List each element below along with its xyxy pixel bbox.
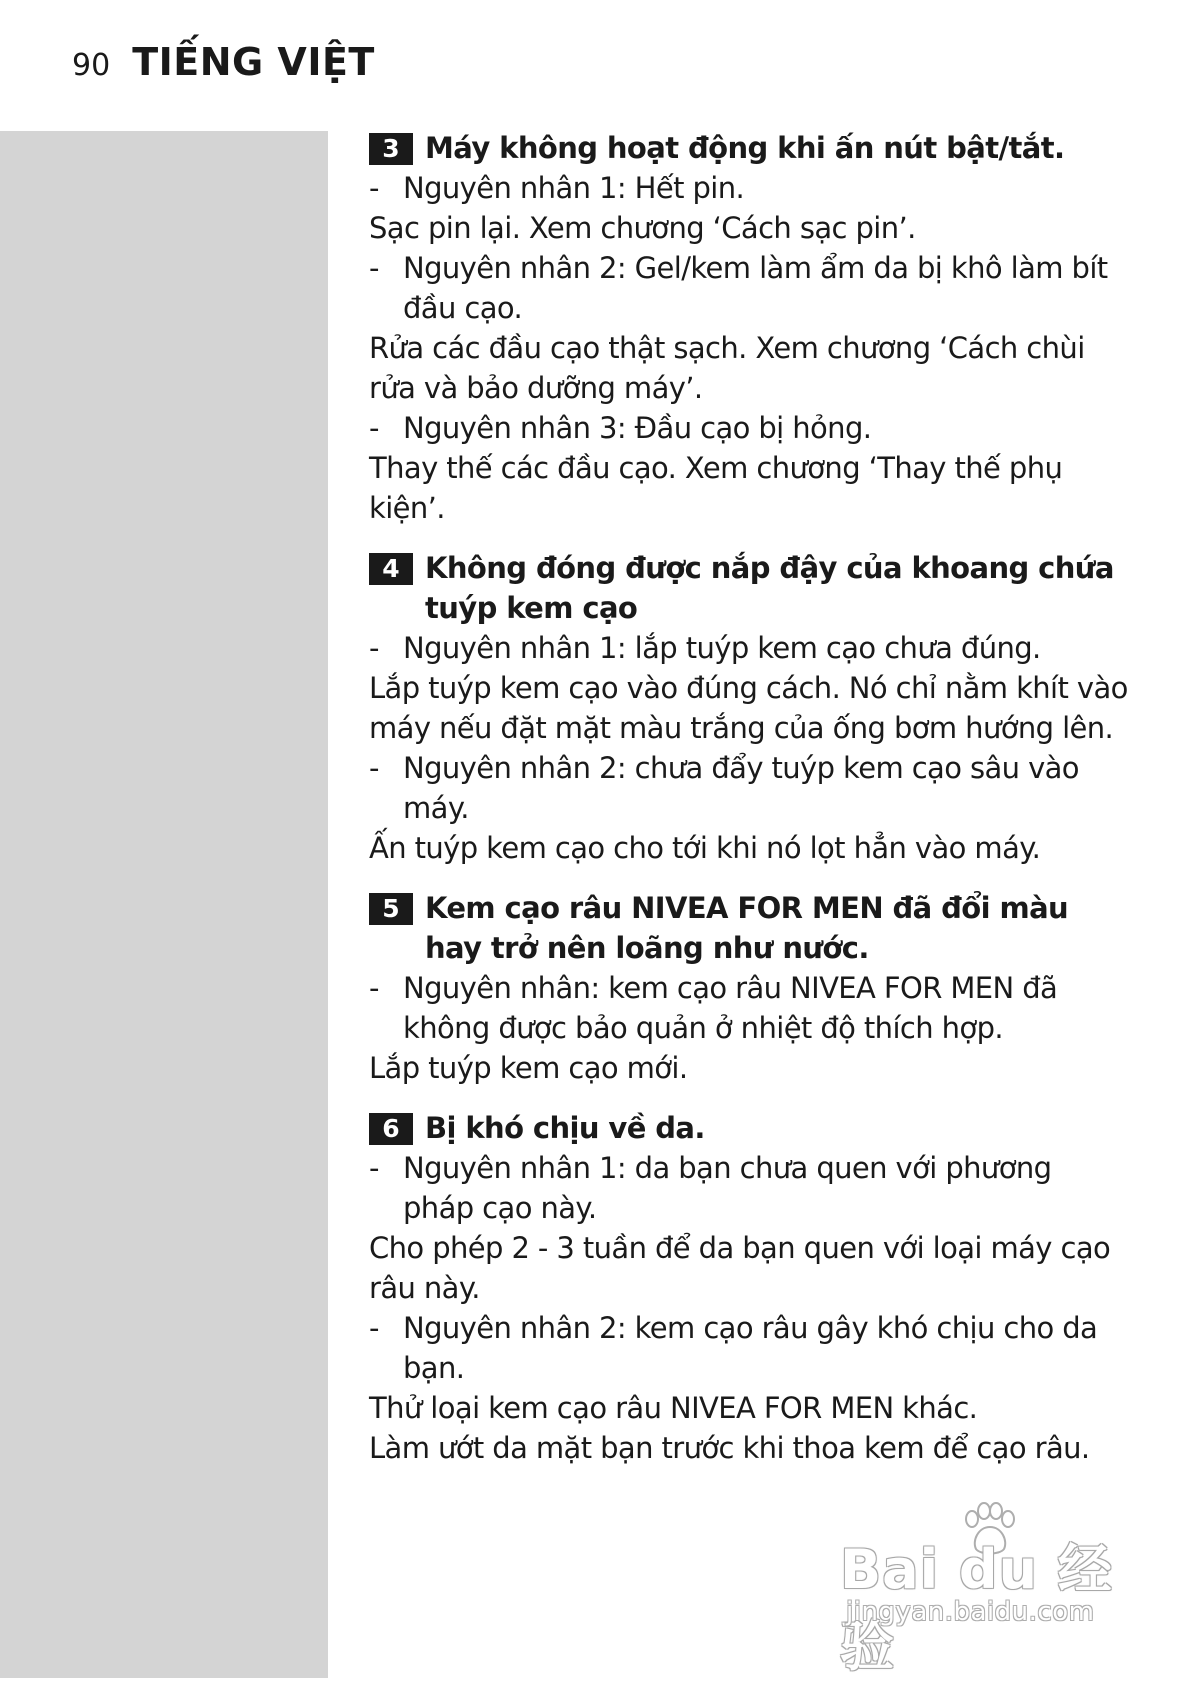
page-number: 90 — [72, 48, 111, 83]
dash-bullet: - — [369, 751, 379, 785]
dash-bullet: - — [369, 171, 379, 205]
cause-text: Nguyên nhân 2: Gel/kem làm ẩm da bị khô làm bít đầu cạo. — [403, 251, 1108, 325]
section-heading — [369, 888, 1129, 968]
remedy-text: Thay thế các đầu cạo. Xem chương ‘Thay thế phụ kiện’. — [369, 451, 1063, 525]
cause-item — [369, 168, 1129, 208]
section-title: Kem cạo râu NIVEA FOR MEN đã đổi màu hay trở nên loãng như nước. — [425, 891, 1069, 965]
section-number-badge: 3 — [369, 133, 413, 165]
cause-text: Nguyên nhân 1: lắp tuýp kem cạo chưa đúng. — [403, 631, 1041, 665]
cause-text: Nguyên nhân 1: da bạn chưa quen với phương pháp cạo này. — [403, 1151, 1052, 1225]
cause-text: Nguyên nhân: kem cạo râu NIVEA FOR MEN đã không được bảo quản ở nhiệt độ thích hợp. — [403, 971, 1058, 1045]
section-number-badge: 6 — [369, 1113, 413, 1145]
section-title: Máy không hoạt động khi ấn nút bật/tắt. — [425, 131, 1065, 165]
cause-text: Nguyên nhân 3: Đầu cạo bị hỏng. — [403, 411, 872, 445]
cause-item — [369, 408, 1129, 448]
cause-text: Nguyên nhân 2: kem cạo râu gây khó chịu cho da bạn. — [403, 1311, 1098, 1385]
remedy-text: Lắp tuýp kem cạo mới. — [369, 1051, 688, 1085]
section-number-badge: 5 — [369, 893, 413, 925]
cause-text: Nguyên nhân 1: Hết pin. — [403, 171, 745, 205]
section-heading — [369, 128, 1129, 168]
dash-bullet: - — [369, 1151, 379, 1185]
language-title: TIẾNG VIỆT — [132, 40, 375, 84]
cause-text: Nguyên nhân 2: chưa đẩy tuýp kem cạo sâu vào máy. — [403, 751, 1079, 825]
section-6 — [369, 1108, 1129, 1468]
section-heading — [369, 1108, 1129, 1148]
section-heading — [369, 548, 1129, 628]
cause-item — [369, 248, 1129, 328]
cause-item — [369, 1308, 1129, 1388]
cause-item — [369, 628, 1129, 668]
dash-bullet: - — [369, 251, 379, 285]
section-title: Không đóng được nắp đậy của khoang chứa tuýp kem cạo — [425, 551, 1114, 625]
watermark-brand: Bai du 经验 — [840, 1538, 1113, 1678]
dash-bullet: - — [369, 1311, 379, 1345]
remedy-text: Thử loại kem cạo râu NIVEA FOR MEN khác. — [369, 1391, 978, 1425]
section-3 — [369, 128, 1129, 528]
troubleshooting-content — [369, 128, 1129, 1488]
section-4 — [369, 548, 1129, 868]
section-5 — [369, 888, 1129, 1088]
dash-bullet: - — [369, 631, 379, 665]
remedy-text: Rửa các đầu cạo thật sạch. Xem chương ‘Cách chùi rửa và bảo dưỡng máy’. — [369, 331, 1085, 405]
cause-item — [369, 1148, 1129, 1228]
section-title: Bị khó chịu về da. — [425, 1111, 705, 1145]
cause-item — [369, 968, 1129, 1048]
remedy-text: Sạc pin lại. Xem chương ‘Cách sạc pin’. — [369, 211, 916, 245]
baidu-watermark — [840, 1515, 1140, 1678]
dash-bullet: - — [369, 971, 379, 1005]
page-header — [72, 40, 375, 90]
left-gray-margin — [0, 131, 328, 1678]
section-number-badge: 4 — [369, 553, 413, 585]
remedy-text: Ấn tuýp kem cạo cho tới khi nó lọt hẳn vào máy. — [369, 831, 1041, 865]
cause-item — [369, 748, 1129, 828]
remedy-text: Lắp tuýp kem cạo vào đúng cách. Nó chỉ nằm khít vào máy nếu đặt mặt màu trắng của ống bơm hướng lên. — [369, 671, 1128, 745]
watermark-url: jingyan.baidu.com — [846, 1597, 1095, 1627]
remedy-text: Làm ướt da mặt bạn trước khi thoa kem để cạo râu. — [369, 1431, 1090, 1465]
remedy-text: Cho phép 2 - 3 tuần để da bạn quen với loại máy cạo râu này. — [369, 1231, 1111, 1305]
dash-bullet: - — [369, 411, 379, 445]
